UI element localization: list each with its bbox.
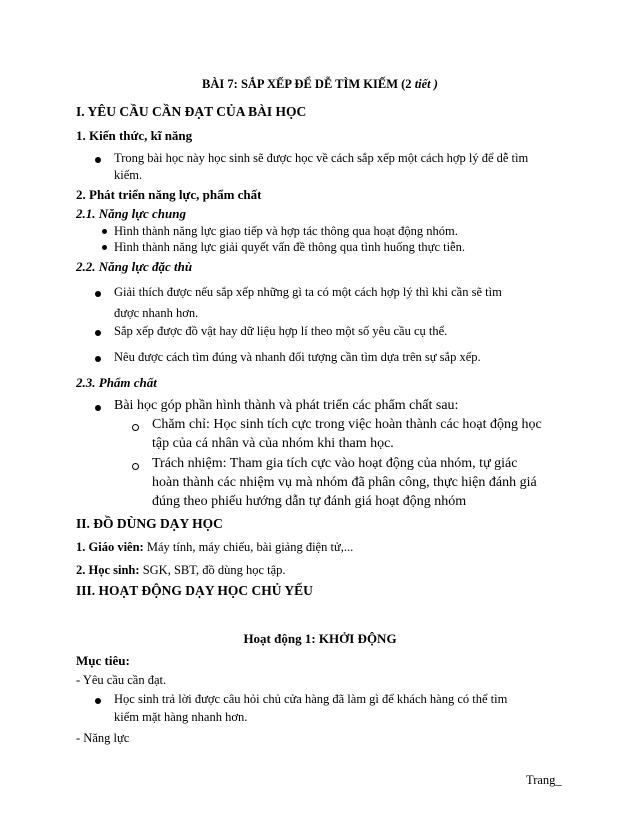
subheading-competencies: 2. Phát triển năng lực, phẩm chất <box>76 187 262 202</box>
bullet-icon <box>95 157 101 163</box>
bullet-icon <box>95 356 101 362</box>
teacher-materials-line: 1. Giáo viên: Máy tính, máy chiếu, bài giảng điện tử,... <box>76 540 354 554</box>
subheading-general-competency: 2.1. Năng lực chung <box>76 206 186 221</box>
bullet-icon <box>95 291 101 297</box>
bullet-icon <box>95 405 101 411</box>
page-footer: Trang_ <box>526 773 562 787</box>
section-heading-materials: II. ĐỒ DÙNG DẠY HỌC <box>76 516 223 531</box>
list-item-text: Hình thành năng lực giao tiếp và hợp tác thông qua hoạt động nhóm. <box>114 224 458 238</box>
list-item-text: Giải thích được nếu sắp xếp những gì ta có một cách hợp lý thì khi cần sẽ tìm <box>114 285 502 299</box>
list-item-text: Nêu được cách tìm đúng và nhanh đối tượng cần tìm dựa trên sự sắp xếp. <box>114 350 481 364</box>
list-item-text: hoàn thành các nhiệm vụ mà nhóm đã phân công, thực hiện đánh giá <box>152 475 537 490</box>
goal-label: Mục tiêu: <box>76 653 130 668</box>
bullet-icon <box>95 698 101 704</box>
list-item-text: kiếm mặt hàng nhanh hơn. <box>114 710 248 724</box>
student-materials-line: 2. Học sinh: SGK, SBT, đồ dùng học tập. <box>76 563 286 577</box>
bullet-icon <box>102 245 107 250</box>
list-item-text: Học sinh trả lời được câu hỏi chủ cửa hàng đã làm gì để khách hàng có thể tìm <box>114 692 508 706</box>
list-item-text: được nhanh hơn. <box>114 306 199 320</box>
list-item-text: Bài học góp phần hình thành và phát triển các phẩm chất sau: <box>114 398 459 413</box>
list-item-text: đúng theo phiếu hướng dẫn tự đánh giá hoạt động nhóm <box>152 494 467 509</box>
circle-bullet-icon <box>132 463 139 470</box>
list-item-text: Hình thành năng lực giải quyết vấn đề thông qua tình huống thực tiễn. <box>114 240 465 254</box>
subheading-qualities: 2.3. Phẩm chất <box>76 375 157 390</box>
activity-title: Hoạt động 1: KHỞI ĐỘNG <box>243 631 397 646</box>
lesson-title: BÀI 7: SẮP XẾP ĐỂ DỄ TÌM KIẾM (2 tiết ) <box>202 77 438 91</box>
list-item-text: Sắp xếp được đồ vật hay dữ liệu hợp lí theo một số yêu cầu cụ thể. <box>114 324 448 338</box>
subheading-knowledge: 1. Kiến thức, kĩ năng <box>76 128 193 143</box>
list-item-text: kiếm. <box>114 168 143 182</box>
bullet-icon <box>95 330 101 336</box>
list-item-text: Trong bài học này học sinh sẽ được học về cách sắp xếp một cách hợp lý để dễ tìm <box>114 151 529 165</box>
competency-line: - Năng lực <box>76 731 130 745</box>
requirement-line: - Yêu cầu cần đạt. <box>76 673 167 687</box>
circle-bullet-icon <box>132 424 139 431</box>
section-heading-requirements: I. YÊU CẦU CẦN ĐẠT CỦA BÀI HỌC <box>76 104 307 119</box>
list-item-text: tập của cá nhân và của nhóm khi tham học. <box>152 436 394 451</box>
section-heading-activities: III. HOẠT ĐỘNG DẠY HỌC CHỦ YẾU <box>76 583 313 598</box>
subheading-specific-competency: 2.2. Năng lực đặc thù <box>76 259 193 274</box>
list-item-text: Trách nhiệm: Tham gia tích cực vào hoạt động của nhóm, tự giác <box>152 456 518 471</box>
bullet-icon <box>102 229 107 234</box>
list-item-text: Chăm chỉ: Học sinh tích cực trong việc hoàn thành các hoạt động học <box>152 417 542 432</box>
